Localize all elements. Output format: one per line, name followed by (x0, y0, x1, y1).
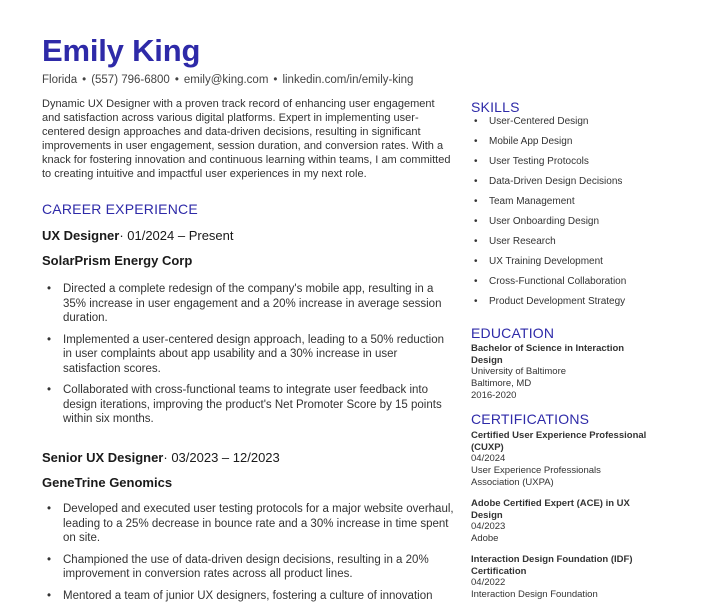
list-item (46, 383, 454, 427)
bullet-icon: • (474, 136, 478, 147)
bullet-text: Implemented a user-centered design approach, leading to a 50% reduction in user complaints about app usability and a 30% increase in user satisfaction scores. (63, 333, 445, 375)
skill-item (474, 235, 626, 255)
bullet-icon: • (47, 384, 52, 396)
job-bullets (46, 282, 454, 434)
bullet-icon: • (474, 216, 478, 227)
skills-heading: SKILLS (471, 99, 520, 115)
experience-heading: CAREER EXPERIENCE (42, 201, 198, 217)
list-item (46, 553, 454, 582)
list-item (46, 333, 454, 377)
skill-item (474, 195, 626, 215)
candidate-name: Emily King (42, 33, 201, 68)
job-title: UX Designer (42, 228, 120, 243)
company-name: SolarPrism Energy Corp (42, 253, 193, 268)
skill-label: UX Training Development (489, 256, 603, 267)
skill-item (474, 155, 626, 175)
bullet-icon: • (47, 589, 52, 602)
education-entry (471, 343, 651, 402)
bullet-icon: • (47, 333, 52, 346)
bullet-icon: • (47, 553, 52, 566)
bullet-text: Championed the use of data-driven design decisions, resulting in a 20% improvement in conversion rates across all product lines. (63, 553, 429, 580)
linkedin-link[interactable]: linkedin.com/in/emily-king (282, 74, 414, 86)
list-item (46, 502, 454, 546)
skill-label: Cross-Functional Collaboration (489, 276, 627, 287)
bullet-icon: • (47, 503, 52, 515)
bullet-icon: • (474, 156, 478, 167)
skill-label: User-Centered Design (489, 116, 589, 127)
contact-line (42, 74, 413, 86)
skill-item (474, 115, 626, 135)
education-dates: 2016-2020 (471, 389, 517, 401)
bullet-text: Collaborated with cross-functional teams to integrate user feedback into design iterations, improving the product's Net Promoter Score by 15 points within six months. (63, 384, 442, 425)
certification-entry (471, 554, 651, 601)
bullet-text: Mentored a team of junior UX designers, fostering a culture of innovation (63, 589, 433, 602)
skill-label: User Testing Protocols (489, 156, 589, 167)
education-heading: EDUCATION (471, 325, 555, 341)
certification-name: Adobe Certified Expert (ACE) in UX Design (471, 498, 630, 521)
bullet-icon: • (474, 116, 478, 127)
skill-label: User Research (489, 236, 556, 247)
list-item (46, 589, 454, 604)
school-location: Baltimore, MD (471, 378, 532, 390)
job-title-line (42, 228, 234, 243)
skill-label: Team Management (489, 196, 575, 207)
skills-list (474, 115, 626, 315)
certification-date: 04/2024 (471, 453, 506, 465)
skill-item (474, 275, 626, 295)
bullet-text: Developed and executed user testing protocols for a major website overhaul, leading to a 25% decrease in bounce rate and a 30% increase in time spent on site. (63, 503, 454, 544)
bullet-icon: • (474, 256, 478, 267)
job-bullets (46, 502, 454, 610)
skill-item (474, 255, 626, 275)
certification-issuer: Interaction Design Foundation (471, 589, 598, 601)
skill-item (474, 295, 626, 315)
skill-item (474, 135, 626, 155)
degree: Bachelor of Science in Interaction Design (471, 343, 625, 366)
skill-item (474, 215, 626, 235)
certification-entry (471, 430, 651, 489)
phone: (557) 796-6800 (91, 74, 170, 86)
list-item (46, 282, 454, 326)
bullet-icon: • (474, 196, 478, 207)
bullet-icon: • (474, 176, 478, 187)
skill-label: Mobile App Design (489, 136, 573, 147)
certification-entry (471, 498, 651, 545)
certification-name: Interaction Design Foundation (IDF) Certification (471, 554, 633, 577)
professional-summary: Dynamic UX Designer with a proven track record of enhancing user engagement and satisfaction across various digital platforms. Expert in implementing user-centered design approaches and data-driven decisions, resulting in significant improvements in user engagement, session duration, and conversion rates. With a knack for fostering innovation and continuous learning within teams, I am committed to creating intuitive and impactful user experiences in my next role. (42, 98, 451, 180)
certification-issuer: Adobe (471, 533, 499, 545)
email-link[interactable]: emily@king.com (183, 74, 269, 86)
certifications-heading: CERTIFICATIONS (471, 411, 590, 427)
job-title-line (42, 450, 280, 465)
job-dates: · 01/2024 – Present (119, 228, 234, 243)
bullet-icon: • (474, 276, 478, 287)
certification-date: 04/2022 (471, 577, 506, 589)
skill-label: User Onboarding Design (489, 216, 600, 227)
skill-label: Data-Driven Design Decisions (489, 176, 623, 187)
bullet-text: Directed a complete redesign of the company's mobile app, resulting in a 35% increase in user engagement and a 20% increase in average session duration. (63, 283, 442, 324)
certification-issuer: User Experience Professionals Association (UXPA) (471, 465, 601, 488)
company-name: GeneTrine Genomics (42, 475, 173, 490)
bullet-icon: • (474, 236, 478, 247)
job-dates: · 03/2023 – 12/2023 (163, 450, 280, 465)
separator: • (82, 74, 87, 86)
skill-label: Product Development Strategy (489, 296, 626, 307)
separator: • (174, 74, 179, 86)
school: University of Baltimore (471, 366, 567, 378)
separator: • (273, 74, 278, 86)
certification-date: 04/2023 (471, 521, 506, 533)
location: Florida (42, 74, 78, 86)
certification-name: Certified User Experience Professional (CUXP) (471, 430, 647, 453)
bullet-icon: • (47, 283, 52, 295)
bullet-icon: • (474, 296, 478, 307)
skill-item (474, 175, 626, 195)
job-title: Senior UX Designer (42, 450, 164, 465)
